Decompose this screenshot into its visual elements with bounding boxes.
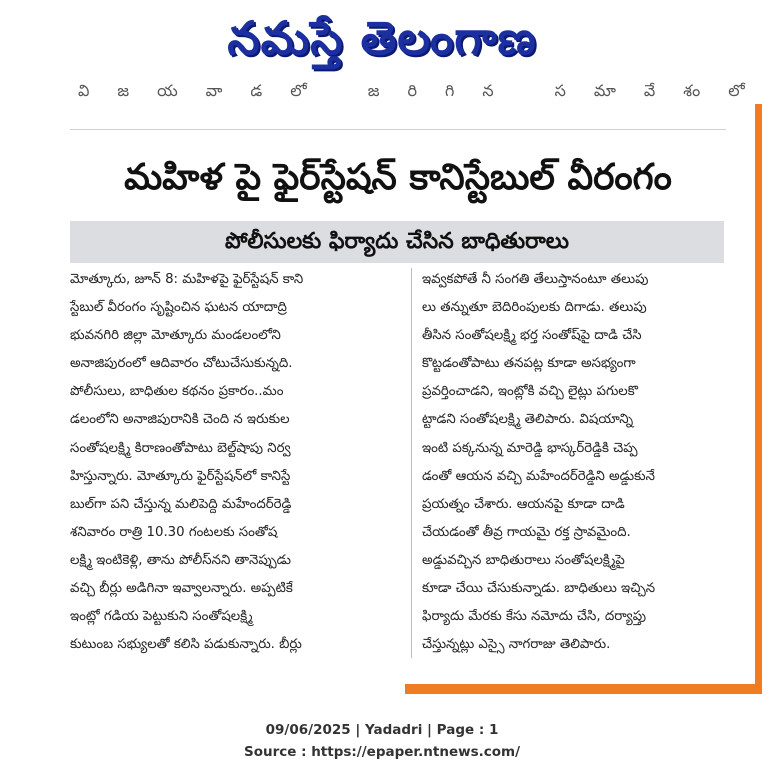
- article-line: ప్రవర్తించాడని, ఇంట్లోకి వచ్చి లైట్లు పగులకొ: [422, 384, 638, 400]
- article-line: వచ్చి బీర్లు అడిగినా ఇవ్వాలన్నారు. అప్పటికే: [70, 581, 293, 597]
- clip-border-bottom: [405, 684, 762, 694]
- article-line: ఫిర్యాదు మేరకు కేసు నమోదు చేసి, దర్యాప్తు: [422, 609, 647, 625]
- article-line: కొట్టడంతోపాటు తనపట్ల కూడా అసభ్యంగా: [422, 356, 636, 372]
- article-line: లక్ష్మి ఇంటికెళ్లి, తాను పోలీస్‌నని తానెప్పుడు: [70, 552, 292, 568]
- article-line: ట్టాడని సంతోషలక్ష్మి తెలిపారు. విషయాన్ని: [422, 412, 634, 428]
- masthead-logo: నమస్తే తెలంగాణ: [227, 11, 537, 65]
- clip-border-right: [755, 104, 762, 694]
- article-line: తీసిన సంతోషలక్ష్మి భర్త సంతోష్‌పై దాడి చేసి: [422, 328, 642, 344]
- article-line: ఇవ్వకపోతే నీ సంగతి తేలుస్తానంటూ తలుపు: [422, 272, 649, 287]
- article-line: శనివారం రాత్రి 10.30 గంటలకు సంతోష: [70, 524, 278, 540]
- article-line: స్టేబుల్ వీరంగం సృష్టించిన ఘటన యాదాద్రి: [70, 300, 287, 316]
- article-column-right: [422, 266, 728, 659]
- article-line: చేయడంతో తీవ్ర గాయమై రక్త స్రావమైంది.: [422, 524, 631, 540]
- article-line: కుటుంబ సభ్యులతో కలిసి పడుకున్నారు. బీర్లు: [70, 637, 302, 653]
- article-subheadline: పోలీసులకు ఫిర్యాదు చేసిన బాధితురాలు: [70, 221, 724, 263]
- article-line: డంతో ఆయన వచ్చి మహేందర్‌రెడ్డిని అడ్డుకునే: [422, 468, 655, 484]
- column-divider: [411, 268, 412, 658]
- article-line: పోలీసులు, బాధితుల కథనం ప్రకారం..మం: [70, 384, 284, 400]
- article-line: మోత్కూరు, జూన్ 8: మహిళపై ఫైర్‌స్టేషన్ కాని: [70, 272, 304, 287]
- article-line: ఇంట్లో గడియ పెట్టుకుని సంతోషలక్ష్మి: [70, 609, 253, 625]
- article-line: బుల్‌గా పని చేస్తున్న మలిపెద్ది మహేందర్‌రెడ్డి: [70, 496, 292, 512]
- footer-source: Source : https://epaper.ntnews.com/: [243, 744, 521, 760]
- clip-divider: [70, 129, 726, 130]
- article-line: అనాజిపురంలో ఆదివారం చోటుచేసుకున్నది.: [70, 356, 293, 372]
- article-line: అడ్డువచ్చిన బాధితురాలు సంతోషలక్ష్మిపై: [422, 552, 625, 568]
- article-line: భువనగిరి జిల్లా మోత్కూరు మండలంలోని: [70, 328, 281, 344]
- article-line: హిస్తున్నారు. మోత్కూరు ఫైర్‌స్టేషన్‌లో కానిస్టే: [70, 468, 291, 484]
- article-line: సంతోషలక్ష్మి కిరాణంతోపాటు బెల్ట్‌షాపు నిర్వ: [70, 440, 291, 456]
- article-line: చేస్తున్నట్లు ఎస్సై నాగరాజు తెలిపారు.: [422, 637, 611, 653]
- article-line: ప్రయత్నం చేశారు. ఆయనపై కూడా దాడి: [422, 496, 625, 512]
- article-line: డలంలోని అనాజిపురానికి చెంది న ఇరుకుల: [70, 412, 290, 428]
- article-column-left: [70, 266, 390, 659]
- footer-date-edition: 09/06/2025 | Yadadri | Page : 1: [265, 722, 499, 738]
- clipped-text: విజయవాడలో జరిగిన సమావేశంలో: [78, 81, 773, 100]
- clipped-text-strip: [78, 81, 773, 106]
- article-line: ఇంటి పక్కనున్న మారెడ్డి భాస్కర్‌రెడ్డికి చెప్ప: [422, 440, 638, 456]
- article-line: లు తన్నుతూ బెదిరింపులకు దిగాడు. తలుపు: [422, 300, 647, 316]
- article-headline: మహిళ పై ఫైర్‌స్టేషన్ కానిస్టేబుల్ వీరంగం: [124, 157, 672, 198]
- article-line: కూడా చేయి చేసుకున్నాడు. బాధితులు ఇచ్చిన: [422, 581, 656, 597]
